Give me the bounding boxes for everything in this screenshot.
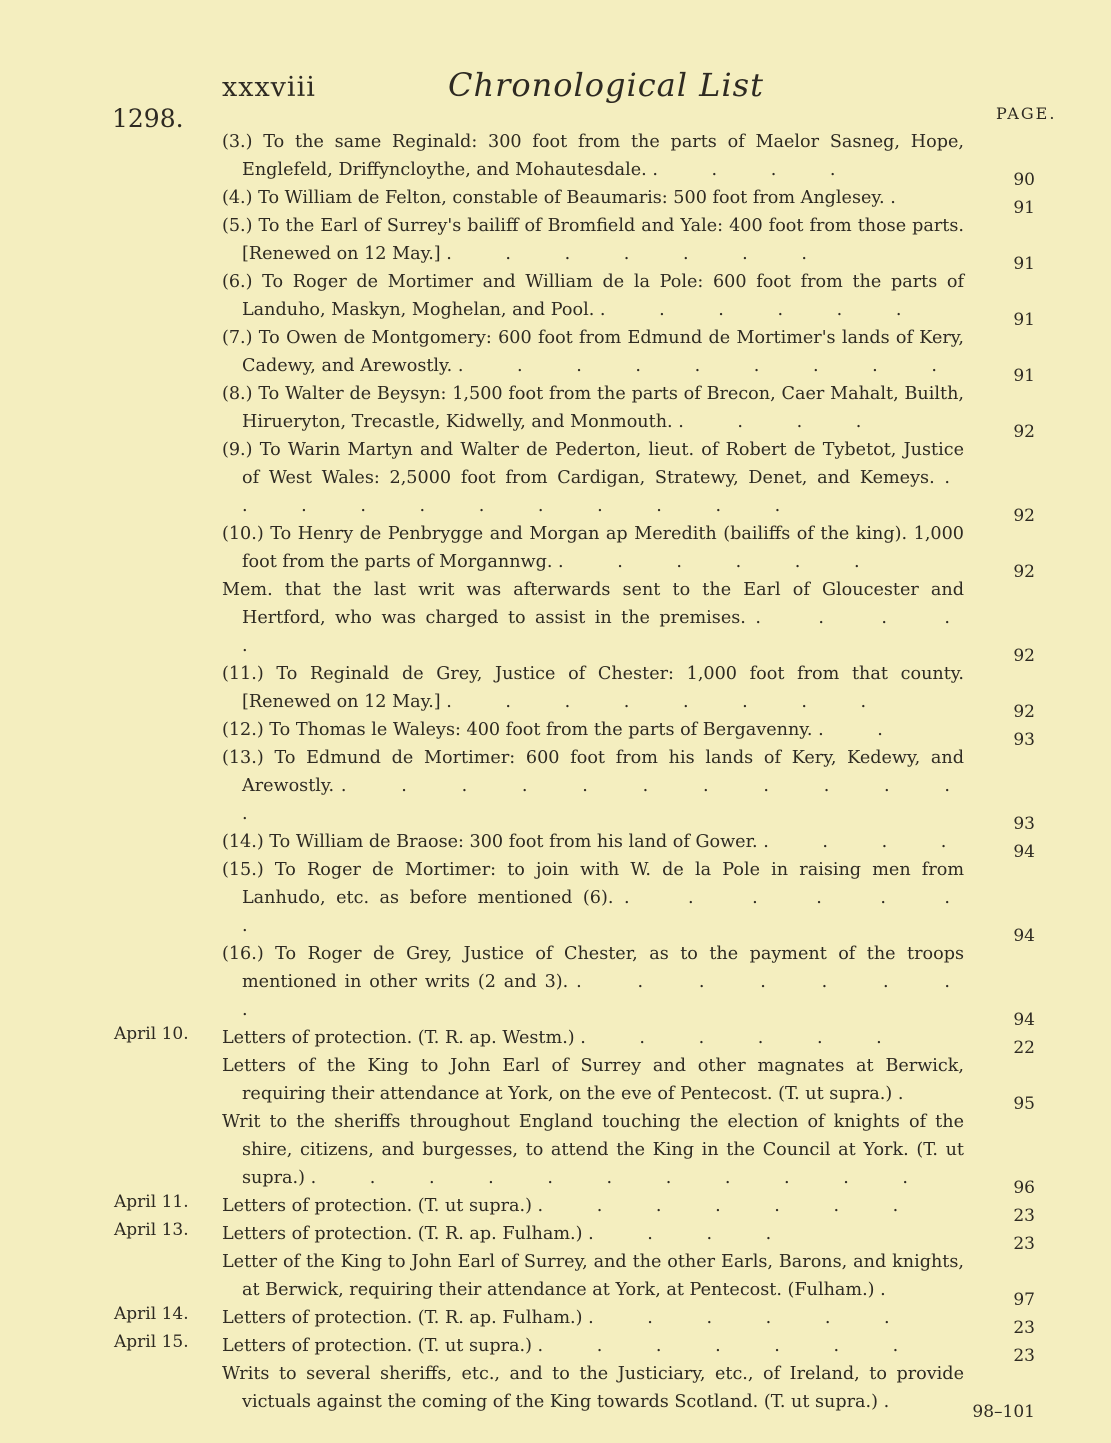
- leader-dots: . . . . . . . . . . .: [310, 1168, 923, 1188]
- leader-dots: .: [890, 188, 910, 208]
- entry-page-ref: 94: [1013, 1010, 1035, 1030]
- entry-page-ref: 93: [1013, 814, 1035, 834]
- leader-dots: . . . .: [763, 832, 961, 852]
- entry-page-ref: 90: [1013, 170, 1035, 190]
- entry-text: Letters of protection. (T. R. ap. Fulham.): [222, 1224, 583, 1244]
- leader-dots: . . . . . . . .: [446, 692, 881, 712]
- entry-text: Letter of the King to John Earl of Surrey, and the other Earls, Barons, and knights, at Berwick, requiring their attendance at York, at Pentecost. (Fulham.): [222, 1252, 964, 1300]
- leader-dots: .: [880, 1280, 900, 1300]
- leader-dots: . . . . . . .: [446, 244, 821, 264]
- entry-date: April 11.: [114, 1192, 189, 1212]
- list-item: [0, 1108, 1111, 1198]
- entry-text: (11.) To Reginald de Grey, Justice of Chester: 1,000 foot from that county. [Renewed on 12 May.]: [222, 664, 964, 712]
- entry-page-ref: 23: [1013, 1346, 1035, 1366]
- leader-dots: . .: [818, 720, 897, 740]
- entry-date: April 13.: [114, 1220, 189, 1240]
- leader-dots: . . . . . .: [580, 1028, 896, 1048]
- list-item: [0, 828, 1111, 862]
- entry-text: (4.) To William de Felton, constable of Beaumaris: 500 foot from Anglesey.: [222, 188, 885, 208]
- entry-page-ref: 97: [1013, 1290, 1035, 1310]
- list-item: [0, 324, 1111, 386]
- entry-text: (7.) To Owen de Montgomery: 600 foot from Edmund de Mortimer's lands of Kery, Cadewy, and Arewostly.: [222, 328, 964, 376]
- list-item: [0, 1052, 1111, 1114]
- list-item: [0, 184, 1111, 218]
- entry-date: April 14.: [114, 1304, 189, 1324]
- list-item: [0, 716, 1111, 750]
- entry-page-ref: 95: [1013, 1094, 1035, 1114]
- leader-dots: . . . . . .: [588, 1308, 904, 1328]
- list-item: [0, 1024, 1111, 1058]
- leader-dots: . . . . . .: [558, 552, 874, 572]
- year-heading: 1298.: [112, 104, 184, 133]
- entry-text: (3.) To the same Reginald: 300 foot from the parts of Maelor Sasneg, Hope, Englefeld, Driffyncloythe, and Mohautesdale.: [222, 132, 964, 180]
- entry-page-ref: 92: [1013, 646, 1035, 666]
- entry-text: Letters of protection. (T. ut supra.): [222, 1196, 532, 1216]
- page-column-label: PAGE.: [996, 104, 1057, 123]
- list-item: [0, 520, 1111, 582]
- entry-page-ref: 92: [1013, 702, 1035, 722]
- entry-text: (16.) To Roger de Grey, Justice of Chester, as to the payment of the troops mentioned in other writs (2 and 3).: [222, 944, 964, 992]
- entry-list: [0, 128, 1111, 1422]
- entry-page-ref: 94: [1013, 926, 1035, 946]
- entry-date: April 10.: [114, 1024, 189, 1044]
- entry-page-ref: 91: [1013, 310, 1035, 330]
- entry-text: (9.) To Warin Martyn and Walter de Pederton, lieut. of Robert de Tybetot, Justice of West Wales: 2,5000 foot from Cardigan, Stratewy, Denet, and Kemeys.: [222, 440, 964, 488]
- list-item: [0, 1248, 1111, 1310]
- entry-text: Writ to the sheriffs throughout England touching the election of knights of the shire, citizens, and burgesses, to attend the King in the Council at York. (T. ut supra.): [222, 1112, 964, 1188]
- leader-dots: . . . . . . .: [537, 1196, 913, 1216]
- leader-dots: . . . . . . . . .: [457, 356, 951, 376]
- entry-text: (6.) To Roger de Mortimer and William de la Pole: 600 foot from the parts of Landuho, Maskyn, Moghelan, and Pool.: [222, 272, 964, 320]
- entry-text: (13.) To Edmund de Mortimer: 600 foot from his lands of Kery, Kedewy, and Arewostly.: [222, 748, 964, 796]
- entry-page-ref: 91: [1013, 366, 1035, 386]
- entry-text: (8.) To Walter de Beysyn: 1,500 foot from the parts of Brecon, Caer Mahalt, Builth, Hirueryton, Trecastle, Kidwelly, and Monmouth.: [222, 384, 964, 432]
- entry-page-ref: 94: [1013, 842, 1035, 862]
- list-item: [0, 1332, 1111, 1366]
- entry-date: April 15.: [114, 1332, 189, 1352]
- entry-page-ref: 92: [1013, 562, 1035, 582]
- leader-dots: .: [897, 1084, 918, 1104]
- leader-dots: . . . .: [588, 1224, 786, 1244]
- entry-text: Letters of the King to John Earl of Surrey and other magnates at Berwick, requiring their attendance at York, on the eve of Pentecost. (T. ut supra.): [222, 1056, 964, 1104]
- entry-page-ref: 91: [1013, 254, 1035, 274]
- list-item: [0, 268, 1111, 330]
- entry-text: (12.) To Thomas le Waleys: 400 foot from the parts of Bergavenny.: [222, 720, 813, 740]
- list-item: [0, 436, 1111, 526]
- entry-text: Mem. that the last writ was afterwards sent to the Earl of Gloucester and Hertford, who was charged to assist in the premises.: [222, 580, 964, 628]
- leader-dots: . . . . . . .: [537, 1336, 913, 1356]
- list-item: [0, 856, 1111, 946]
- list-item: [0, 1304, 1111, 1338]
- entry-text: Writs to several sheriffs, etc., and to the Justiciary, etc., of Ireland, to provide victuals against the coming of the King towards Scotland. (T. ut supra.): [222, 1364, 964, 1412]
- entry-text: Letters of protection. (T. R. ap. Fulham.): [222, 1308, 583, 1328]
- leader-dots: . . . .: [678, 412, 876, 432]
- entry-page-ref: 92: [1013, 506, 1035, 526]
- leader-dots: . . . . . . .: [242, 888, 965, 936]
- entry-page-ref: 91: [1013, 198, 1035, 218]
- list-item: [0, 1192, 1111, 1226]
- entry-page-ref: 23: [1013, 1206, 1035, 1226]
- entry-text: (14.) To William de Braose: 300 foot from his land of Gower.: [222, 832, 758, 852]
- list-item: [0, 380, 1111, 442]
- leader-dots: . . . . . . . .: [242, 972, 964, 1020]
- list-item: [0, 212, 1111, 274]
- list-item: [0, 576, 1111, 666]
- entry-page-ref: 98–101: [972, 1402, 1035, 1422]
- list-item: [0, 744, 1111, 834]
- page-number: xxxviii: [222, 72, 316, 103]
- list-item: [0, 128, 1111, 190]
- entry-page-ref: 92: [1013, 422, 1035, 442]
- entry-page-ref: 93: [1013, 730, 1035, 750]
- list-item: [0, 1360, 1111, 1422]
- entry-page-ref: 96: [1013, 1178, 1035, 1198]
- leader-dots: . . . . .: [242, 608, 965, 656]
- page-title: Chronological List: [448, 66, 764, 104]
- leader-dots: . . . .: [652, 160, 850, 180]
- list-item: [0, 940, 1111, 1030]
- entry-page-ref: 23: [1013, 1318, 1035, 1338]
- entry-page-ref: 22: [1013, 1038, 1035, 1058]
- leader-dots: .: [883, 1392, 904, 1412]
- entry-text: (10.) To Henry de Penbrygge and Morgan ap Meredith (bailiffs of the king). 1,000 foot from the parts of Morgannwg.: [222, 524, 964, 572]
- leader-dots: . . . . . . . . . . . .: [242, 776, 964, 824]
- entry-text: Letters of protection. (T. ut supra.): [222, 1336, 532, 1356]
- list-item: [0, 660, 1111, 722]
- leader-dots: . . . . . . . . . . .: [242, 468, 965, 516]
- entry-text: Letters of protection. (T. R. ap. Westm.): [222, 1028, 575, 1048]
- list-item: [0, 1220, 1111, 1254]
- entry-page-ref: 23: [1013, 1234, 1035, 1254]
- leader-dots: . . . . . .: [599, 300, 916, 320]
- entry-text: (5.) To the Earl of Surrey's bailiff of Bromfield and Yale: 400 foot from those parts. [Renewed on 12 May.]: [222, 216, 964, 264]
- entry-text: (15.) To Roger de Mortimer: to join with W. de la Pole in raising men from Lanhudo, etc. as before mentioned (6).: [222, 860, 964, 908]
